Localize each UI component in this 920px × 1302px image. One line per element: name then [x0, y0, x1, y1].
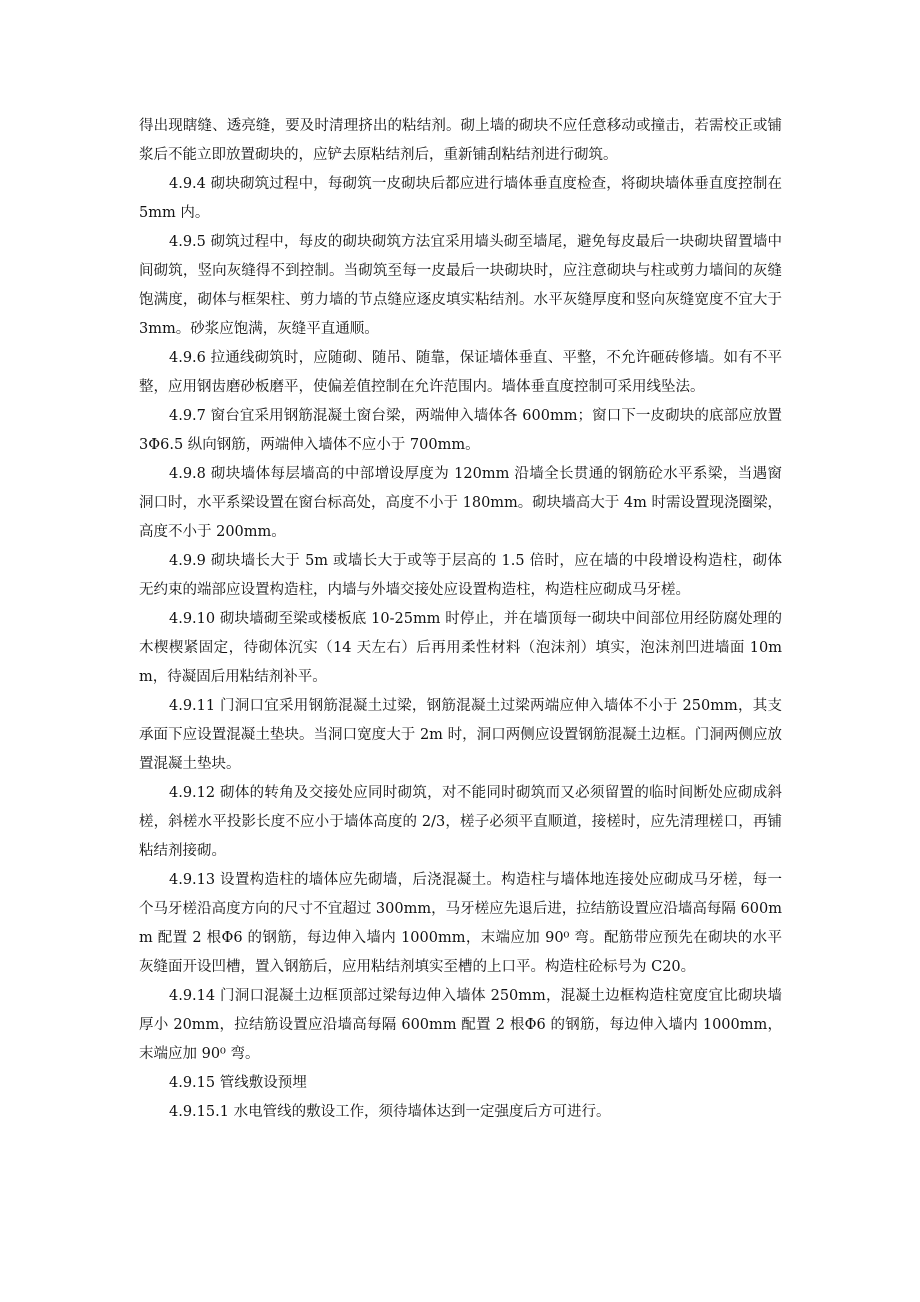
- paragraph-4-9-6: 4.9.6 拉通线砌筑时，应随砌、随吊、随靠，保证墙体垂直、平整，不允许砸砖修墙。如有不平整，应用钢齿磨砂板磨平，使偏差值控制在允许范围内。墙体垂直度控制可采用线坠法。: [139, 350, 782, 395]
- paragraph-continuation: 得出现瞎缝、透亮缝，要及时清理挤出的粘结剂。砌上墙的砌块不应任意移动或撞击，若需校正或铺浆后不能立即放置砌块的，应铲去原粘结剂后，重新铺刮粘结剂进行砌筑。: [139, 118, 782, 163]
- paragraph-4-9-8: 4.9.8 砌块墙体每层墙高的中部增设厚度为 120mm 沿墙全长贯通的钢筋砼水平系梁，当遇窗洞口时，水平系梁设置在窗台标高处，高度不小于 180mm。砌块墙高大于 4m 时需设置现浇圈梁，高度不小于 200mm。: [139, 466, 782, 540]
- paragraph-4-9-4: 4.9.4 砌块砌筑过程中，每砌筑一皮砌块后都应进行墙体垂直度检查，将砌块墙体垂直度控制在 5mm 内。: [139, 176, 782, 221]
- paragraph-4-9-5: 4.9.5 砌筑过程中，每皮的砌块砌筑方法宜采用墙头砌至墙尾，避免每皮最后一块砌块留置墙中间砌筑，竖向灰缝得不到控制。当砌筑至每一皮最后一块砌块时，应注意砌块与柱或剪力墙间的灰缝饱满度，砌体与框架柱、剪力墙的节点缝应逐皮填实粘结剂。水平灰缝厚度和竖向灰缝宽度不宜大于 3mm。砂浆应饱满，灰缝平直通顺。: [139, 234, 782, 337]
- document-body: [139, 112, 782, 1127]
- paragraph-4-9-7: 4.9.7 窗台宜采用钢筋混凝土窗台梁，两端伸入墙体各 600mm；窗口下一皮砌块的底部应放置 3Φ6.5 纵向钢筋，两端伸入墙体不应小于 700mm。: [139, 408, 782, 453]
- paragraph-4-9-11: 4.9.11 门洞口宜采用钢筋混凝土过梁，钢筋混凝土过梁两端应伸入墙体不小于 250mm，其支承面下应设置混凝土垫块。当洞口宽度大于 2m 时，洞口两侧应设置钢筋混凝土边框。门洞两侧应放置混凝土垫块。: [139, 698, 782, 772]
- paragraph-4-9-14: 4.9.14 门洞口混凝土边框顶部过梁每边伸入墙体 250mm，混凝土边框构造柱宽度宜比砌块墙厚小 20mm，拉结筋设置应沿墙高每隔 600mm 配置 2 根Φ6 的钢筋，每边伸入墙内 1000mm，末端应加 90⁰ 弯。: [139, 988, 782, 1062]
- heading-4-9-15: 4.9.15 管线敷设预埋: [169, 1075, 307, 1091]
- paragraph-4-9-10: 4.9.10 砌块墙砌至梁或楼板底 10-25mm 时停止，并在墙顶每一砌块中间部位用经防腐处理的木楔楔紧固定，待砌体沉实（14 天左右）后再用柔性材料（泡沫剂）填实，泡沫剂凹进墙面 10mm，待凝固后用粘结剂补平。: [139, 611, 782, 685]
- paragraph-4-9-15-1: 4.9.15.1 水电管线的敷设工作，须待墙体达到一定强度后方可进行。: [169, 1104, 611, 1120]
- paragraph-4-9-12: 4.9.12 砌体的转角及交接处应同时砌筑，对不能同时砌筑而又必须留置的临时间断处应砌成斜槎，斜槎水平投影长度不应小于墙体高度的 2/3，槎子必须平直顺道，接槎时，应先清理槎口，再铺粘结剂接砌。: [139, 785, 782, 859]
- paragraph-4-9-9: 4.9.9 砌块墙长大于 5m 或墙长大于或等于层高的 1.5 倍时，应在墙的中段增设构造柱，砌体无约束的端部应设置构造柱，内墙与外墙交接处应设置构造柱，构造柱应砌成马牙槎。: [139, 553, 782, 598]
- paragraph-4-9-13: 4.9.13 设置构造柱的墙体应先砌墙，后浇混凝土。构造柱与墙体地连接处应砌成马牙槎，每一个马牙槎沿高度方向的尺寸不宜超过 300mm，马牙槎应先退后进，拉结筋设置应沿墙高每隔 600mm 配置 2 根Φ6 的钢筋，每边伸入墙内 1000mm，末端应加 90⁰ 弯。配筋带应预先在砌块的水平灰缝面开设凹槽，置入钢筋后，应用粘结剂填实至槽的上口平。构造柱砼标号为 C20。: [139, 872, 782, 975]
